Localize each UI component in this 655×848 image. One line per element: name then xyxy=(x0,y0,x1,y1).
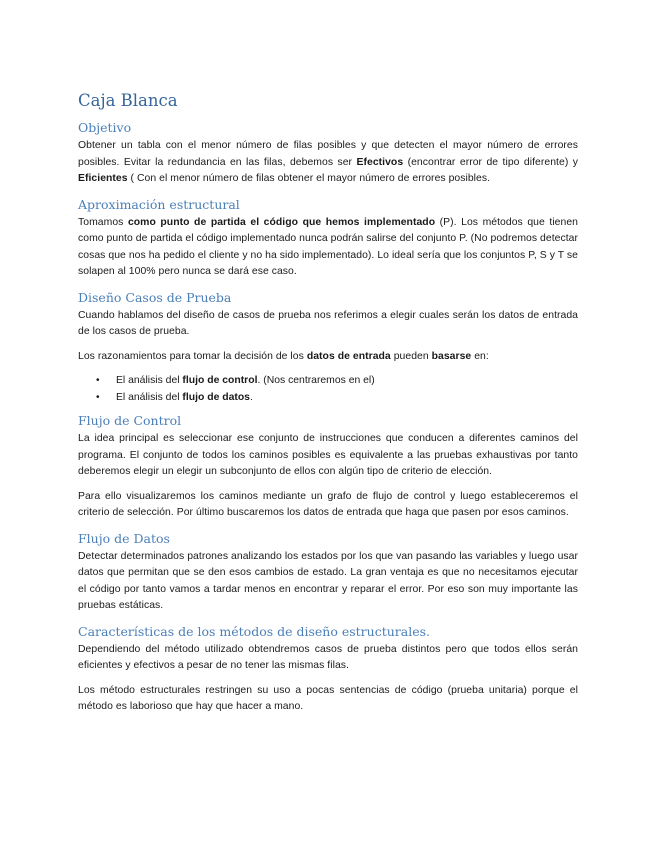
text-run: . (Nos centraremos en el) xyxy=(257,375,375,386)
section-diseno xyxy=(78,289,578,407)
bullet-icon: • xyxy=(96,391,100,403)
heading-flujo-datos: Flujo de Datos xyxy=(78,530,170,546)
text-run: en: xyxy=(471,350,489,362)
section-caracteristicas xyxy=(78,623,578,716)
text-run: El análisis del xyxy=(116,375,183,386)
text-run: . xyxy=(249,391,253,403)
bold-efectivos: Efectivos xyxy=(356,156,404,168)
heading-objetivo: Objetivo xyxy=(78,120,132,135)
bullet-list xyxy=(78,373,578,406)
section-objetivo xyxy=(78,119,578,188)
bold-flujo-control: flujo de control xyxy=(182,375,258,386)
paragraph-control-1: La idea principal es seleccionar ese conjunto de instrucciones que conducen a diferentes caminos del programa. El conjunto de todos los caminos posibles es equivalente a las pruebas exhaustivas por tanto deberemos elegir un elegir un subconjunto de ellos con algún tipo de criterio de elección. xyxy=(78,433,578,477)
heading-flujo-control: Flujo de Control xyxy=(78,413,182,428)
bullet-icon: • xyxy=(96,375,100,386)
document-body xyxy=(78,90,578,724)
document-title: Caja Blanca xyxy=(78,91,178,110)
text-run: Tomamos xyxy=(78,216,128,228)
section-aproximacion xyxy=(78,196,578,281)
text-run: (encontrar error de tipo diferente) y xyxy=(403,156,578,168)
paragraph-objetivo xyxy=(78,138,578,188)
paragraph-caract-1: Dependiendo del método utilizado obtendremos casos de prueba distintos pero que todos ellos serán eficientes y efectivos a pesar de no tener las mismas filas. xyxy=(78,643,578,671)
paragraph-aproximacion xyxy=(78,215,578,281)
paragraph-diseno-1: Cuando hablamos del diseño de casos de prueba nos referimos a elegir cuales serán los datos de entrada de los casos de prueba. xyxy=(78,309,578,337)
heading-caracteristicas: Características de los métodos de diseño estructurales. xyxy=(78,623,430,639)
paragraph-caract-2: Los método estructurales restringen su uso a pocas sentencias de código (prueba unitaria) porque el método es laborioso que hay que hacer a mano. xyxy=(78,684,578,712)
bold-datos-entrada: datos de entrada xyxy=(306,350,391,362)
list-item xyxy=(78,373,578,390)
paragraph-control-2: Para ello visualizaremos los caminos mediante un grafo de flujo de control y luego estableceremos el criterio de selección. Por último buscaremos los datos de entrada que haga que pasen por esos caminos. xyxy=(78,490,578,518)
section-flujo-control xyxy=(78,412,578,522)
bold-eficientes: Eficientes xyxy=(78,173,128,184)
section-flujo-datos xyxy=(78,530,578,615)
list-item xyxy=(78,390,578,407)
paragraph-datos-1: Detectar determinados patrones analizando los estados por los que van pasando las variables y luego usar datos que permitan que se den esos cambios de estado. La gran ventaja es que no necesitamos ejecutar el código por tanto vamos a tardar menos en encontrar y reparar el error. Por eso son muy importante las pruebas estáticas. xyxy=(78,550,578,611)
bold-basarse: basarse xyxy=(431,350,472,362)
bold-flujo-datos: flujo de datos xyxy=(182,391,250,403)
heading-diseno: Diseño Casos de Prueba xyxy=(78,289,232,305)
bold-punto-partida: como punto de partida el código que hemos implementado xyxy=(127,216,436,228)
text-run: pueden xyxy=(390,350,432,362)
text-run: ( Con el menor número de filas obtener el mayor número de errores posibles. xyxy=(127,173,491,184)
text-run: (P). Los métodos que tienen como punto de partida el código implementado nunca podrán salirse del conjunto P. (No podremos detectar cosas que nos ha pedido el cliente y no ha sido implementado). Lo ideal sería que los conjuntos P, S y T se solapen al 100% pero nunca se dará ese caso. xyxy=(78,216,578,277)
text-run: Obtener un tabla con el menor número de filas posibles y que detecten el mayor número de errores posibles. Evitar la redundancia en las filas, debemos ser xyxy=(78,140,578,168)
heading-aproximacion: Aproximación estructural xyxy=(78,196,240,212)
text-run: El análisis del xyxy=(116,391,183,403)
paragraph-diseno-2 xyxy=(78,349,578,366)
text-run: Los razonamientos para tomar la decisión de los xyxy=(78,350,307,362)
